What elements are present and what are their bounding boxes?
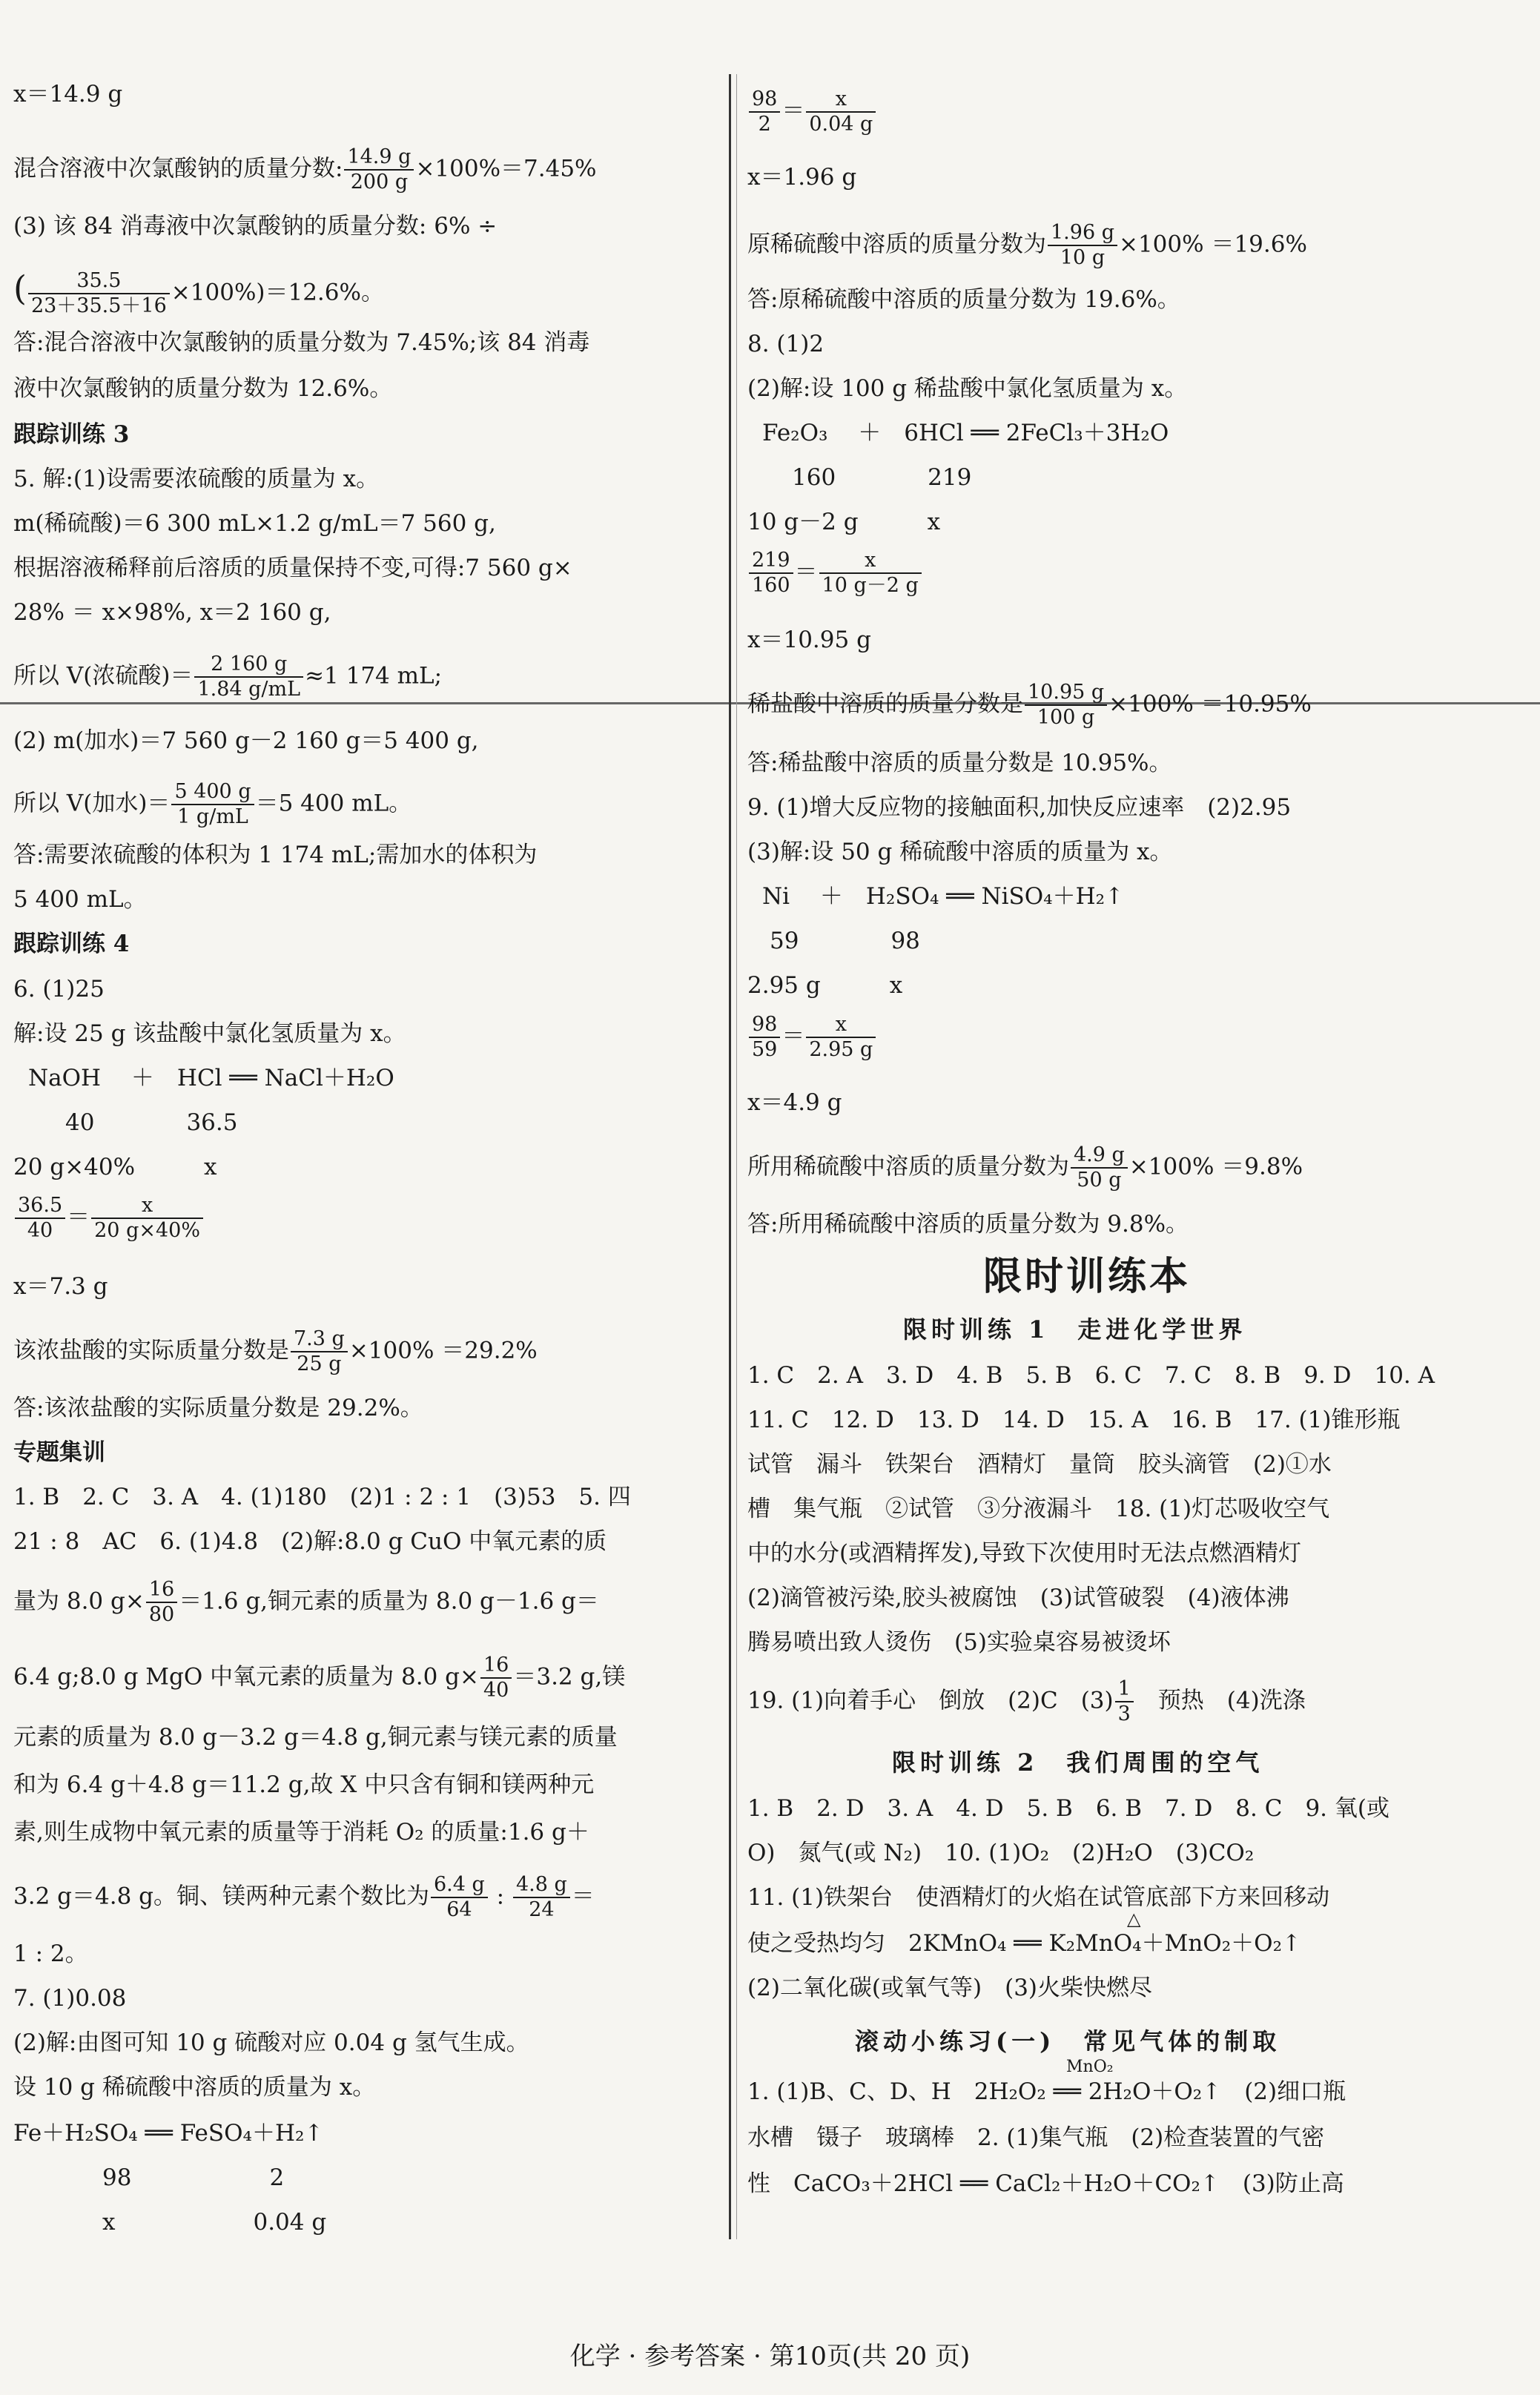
text-line: m(稀硫酸)＝6 300 mL×1.2 g/mL＝7 560 g, — [13, 510, 496, 537]
text-line: 答:需要浓硫酸的体积为 1 174 mL;需加水的体积为 — [13, 842, 538, 868]
text-line: 答:混合溶液中次氯酸钠的质量分数为 7.45%;该 84 消毒 — [13, 329, 590, 356]
text-line: O) 氮气(或 N₂) 10. (1)O₂ (2)H₂O (3)CO₂ — [747, 1840, 1255, 1866]
text-line: 28% ＝ x×98%, x＝2 160 g, — [13, 599, 331, 626]
reaction-condition: MnO₂ — [1066, 2058, 1114, 2076]
text-line: (2)二氧化碳(或氧气等) (3)火柴快燃尽 — [747, 1975, 1153, 2001]
reaction-condition: △ — [1127, 1909, 1141, 1929]
section-heading: 专题集训 — [13, 1439, 105, 1466]
equation: 98 2 — [102, 2164, 285, 2191]
text-line: 1. B 2. D 3. A 4. D 5. B 6. B 7. D 8. C 9. 氧(或 — [747, 1795, 1389, 1822]
text-line: 6.4 g;8.0 g MgO 中氧元素的质量为 8.0 g× $\frac{16}{40}$ ＝3.2 g,镁 — [13, 1654, 626, 1702]
text-line: 11. C 12. D 13. D 14. D 15. A 16. B 17. (1)锥形瓶 — [747, 1407, 1401, 1433]
equation: NaOH ＋ HCl ══ NaCl＋H₂O — [28, 1065, 394, 1091]
equation: Ni ＋ H₂SO₄ ══ NiSO₄＋H₂↑ — [762, 883, 1125, 910]
text-line: 性 CaCO₃＋2HCl ══ CaCl₂＋H₂O＋CO₂↑ (3)防止高 — [747, 2170, 1344, 2197]
text-line: (2)滴管被污染,胶头被腐蚀 (3)试管破裂 (4)液体沸 — [747, 1585, 1289, 1611]
text-line: 6. (1)25 — [13, 976, 105, 1002]
text-line: 试管 漏斗 铁架台 酒精灯 量筒 胶头滴管 (2)①水 — [747, 1451, 1332, 1478]
section-heading: 跟踪训练 3 — [13, 421, 130, 448]
section-heading: 限时训练 1 走进化学世界 — [903, 1315, 1247, 1344]
equation: 2.95 g x — [747, 972, 903, 999]
text-line: x＝10.95 g — [747, 627, 871, 653]
section-heading: 限时训练 2 我们周围的空气 — [892, 1748, 1264, 1777]
text-line: 7. (1)0.08 — [13, 1985, 127, 2012]
text-line: x＝14.9 g — [13, 81, 123, 108]
text-line: 5. 解:(1)设需要浓硫酸的质量为 x。 — [13, 466, 380, 492]
text-line: 解:设 25 g 该盐酸中氯化氢质量为 x。 — [13, 1020, 406, 1047]
text-line: x＝4.9 g — [747, 1089, 842, 1116]
text-line: 21 : 8 AC 6. (1)4.8 (2)解:8.0 g CuO 中氧元素的质 — [13, 1528, 607, 1555]
text-line: 答:稀盐酸中溶质的质量分数是 10.95%。 — [747, 750, 1172, 776]
text-line: 19. (1)向着手心 倒放 (2)C (3) $\frac{1}{3}$ 预热 (4)洗涤 — [747, 1677, 1306, 1725]
text-line: 液中次氯酸钠的质量分数为 12.6%。 — [13, 375, 393, 402]
text-line: 8. (1)2 — [747, 331, 824, 357]
text-line: 1. B 2. C 3. A 4. (1)180 (2)1 : 2 : 1 (3)53 5. 四 — [13, 1484, 631, 1510]
text-line: 混合溶液中次氯酸钠的质量分数: $\frac{14.9 g}{200 g}$ ×100%＝7.45% — [13, 145, 597, 194]
text-line: 所以 V(浓硫酸)＝ $\frac{2 160 g}{1.84 g/mL}$ ≈1 174 mL; — [13, 653, 443, 701]
proportion: $\frac{98}{2}$ ＝ $\frac{x}{0.04 g}$ — [747, 87, 877, 136]
text-line: 水槽 镊子 玻璃棒 2. (1)集气瓶 (2)检查装置的气密 — [747, 2124, 1325, 2151]
text-line: 所以 V(加水)＝ $\frac{5 400 g}{1 g/mL}$ ＝5 400 mL。 — [13, 780, 412, 828]
text-line: ( $\frac{35.5}{23+35.5+16}$ ×100%)＝12.6%。 — [13, 268, 384, 317]
equation: 20 g×40% x — [13, 1154, 217, 1180]
equation: Fe＋H₂SO₄ ══ FeSO₄＋H₂↑ — [13, 2120, 324, 2147]
text-line: 素,则生成物中氧元素的质量等于消耗 O₂ 的质量:1.6 g＋ — [13, 1819, 589, 1846]
text-line: 和为 6.4 g＋4.8 g＝11.2 g,故 X 中只含有铜和镁两种元 — [13, 1771, 595, 1798]
text-line: (2) m(加水)＝7 560 g－2 160 g＝5 400 g, — [13, 727, 479, 754]
text-line: 5 400 mL。 — [13, 886, 147, 913]
section-title: 限时训练本 — [983, 1254, 1192, 1299]
text-line: 1 : 2。 — [13, 1940, 88, 1967]
section-heading: 跟踪训练 4 — [13, 931, 130, 957]
text-line: 原稀硫酸中溶质的质量分数为 $\frac{1.96 g}{10 g}$ ×100% ＝19.6% — [747, 221, 1307, 269]
text-line: 该浓盐酸的实际质量分数是 $\frac{7.3 g}{25 g}$ ×100% ＝29.2% — [13, 1327, 538, 1375]
text-line: 答:所用稀硫酸中溶质的质量分数为 9.8%。 — [747, 1211, 1189, 1238]
text-line: 所用稀硫酸中溶质的质量分数为 $\frac{4.9 g}{50 g}$ ×100% ＝9.8% — [747, 1143, 1303, 1192]
text-line: 腾易喷出致人烫伤 (5)实验桌容易被烫坏 — [747, 1629, 1171, 1656]
text-line: 中的水分(或酒精挥发),导致下次使用时无法点燃酒精灯 — [747, 1540, 1302, 1567]
equation: x 0.04 g — [102, 2209, 327, 2236]
column-divider — [729, 74, 731, 2239]
text-line: 1. C 2. A 3. D 4. B 5. B 6. C 7. C 8. B 9. D 10. A — [747, 1362, 1435, 1389]
equation: 40 36.5 — [65, 1109, 238, 1136]
text-line: (3)解:设 50 g 稀硫酸中溶质的质量为 x。 — [747, 839, 1173, 865]
text-line: 9. (1)增大反应物的接触面积,加快反应速率 (2)2.95 — [747, 794, 1292, 821]
section-heading: 滚动小练习(一) 常见气体的制取 — [855, 2027, 1281, 2055]
column-divider-inner — [736, 74, 737, 2239]
text-line: 设 10 g 稀硫酸中溶质的质量为 x。 — [13, 2074, 376, 2101]
text-line: 根据溶液稀释前后溶质的质量保持不变,可得:7 560 g× — [13, 555, 572, 581]
text-line: x＝7.3 g — [13, 1273, 108, 1300]
text-line: 3.2 g＝4.8 g。铜、镁两种元素个数比为 $\frac{6.4 g}{64}$ : $\frac{4.8 g}{24}$ ＝ — [13, 1873, 595, 1921]
equation: 160 219 — [792, 464, 972, 491]
text-line: 元素的质量为 8.0 g－3.2 g＝4.8 g,铜元素与镁元素的质量 — [13, 1724, 618, 1751]
equation: Fe₂O₃ ＋ 6HCl ══ 2FeCl₃＋3H₂O — [762, 420, 1169, 446]
equation: 59 98 — [770, 928, 920, 954]
text-line: 使之受热均匀 2KMnO₄ ══ K₂MnO₄＋MnO₂＋O₂↑ — [747, 1930, 1301, 1957]
text-line: 1. (1)B、C、D、H 2H₂O₂ ══ 2H₂O＋O₂↑ (2)细口瓶 — [747, 2078, 1346, 2105]
text-line: 槽 集气瓶 ②试管 ③分液漏斗 18. (1)灯芯吸收空气 — [747, 1496, 1330, 1522]
text-line: 答:该浓盐酸的实际质量分数是 29.2%。 — [13, 1395, 423, 1421]
text-line: 量为 8.0 g× $\frac{16}{80}$ ＝1.6 g,铜元素的质量为 8.0 g－1.6 g＝ — [13, 1578, 599, 1626]
proportion: $\frac{98}{59}$ ＝ $\frac{x}{2.95 g}$ — [747, 1013, 877, 1062]
text-line: (2)解:由图可知 10 g 硫酸对应 0.04 g 氢气生成。 — [13, 2029, 529, 2056]
page-footer: 化学 · 参考答案 · 第10页(共 20 页) — [569, 2342, 971, 2371]
text-line: (3) 该 84 消毒液中次氯酸钠的质量分数: 6% ÷ — [13, 213, 498, 240]
equation: 10 g－2 g x — [747, 509, 941, 535]
text-line: 答:原稀硫酸中溶质的质量分数为 19.6%。 — [747, 286, 1180, 313]
text-line: (2)解:设 100 g 稀盐酸中氯化氢质量为 x。 — [747, 375, 1188, 402]
text-line: x＝1.96 g — [747, 164, 857, 191]
text-line: 11. (1)铁架台 使酒精灯的火焰在试管底部下方来回移动 — [747, 1884, 1330, 1911]
proportion: $\frac{219}{160}$ ＝ $\frac{x}{10 g-2 g}$ — [747, 549, 923, 598]
proportion: $\frac{36.5}{40}$ ＝ $\frac{x}{20 g\times 40\%}$ — [13, 1194, 205, 1243]
text-line: 稀盐酸中溶质的质量分数是 $\frac{10.95 g}{100 g}$ ×100% ＝10.95% — [747, 681, 1312, 729]
